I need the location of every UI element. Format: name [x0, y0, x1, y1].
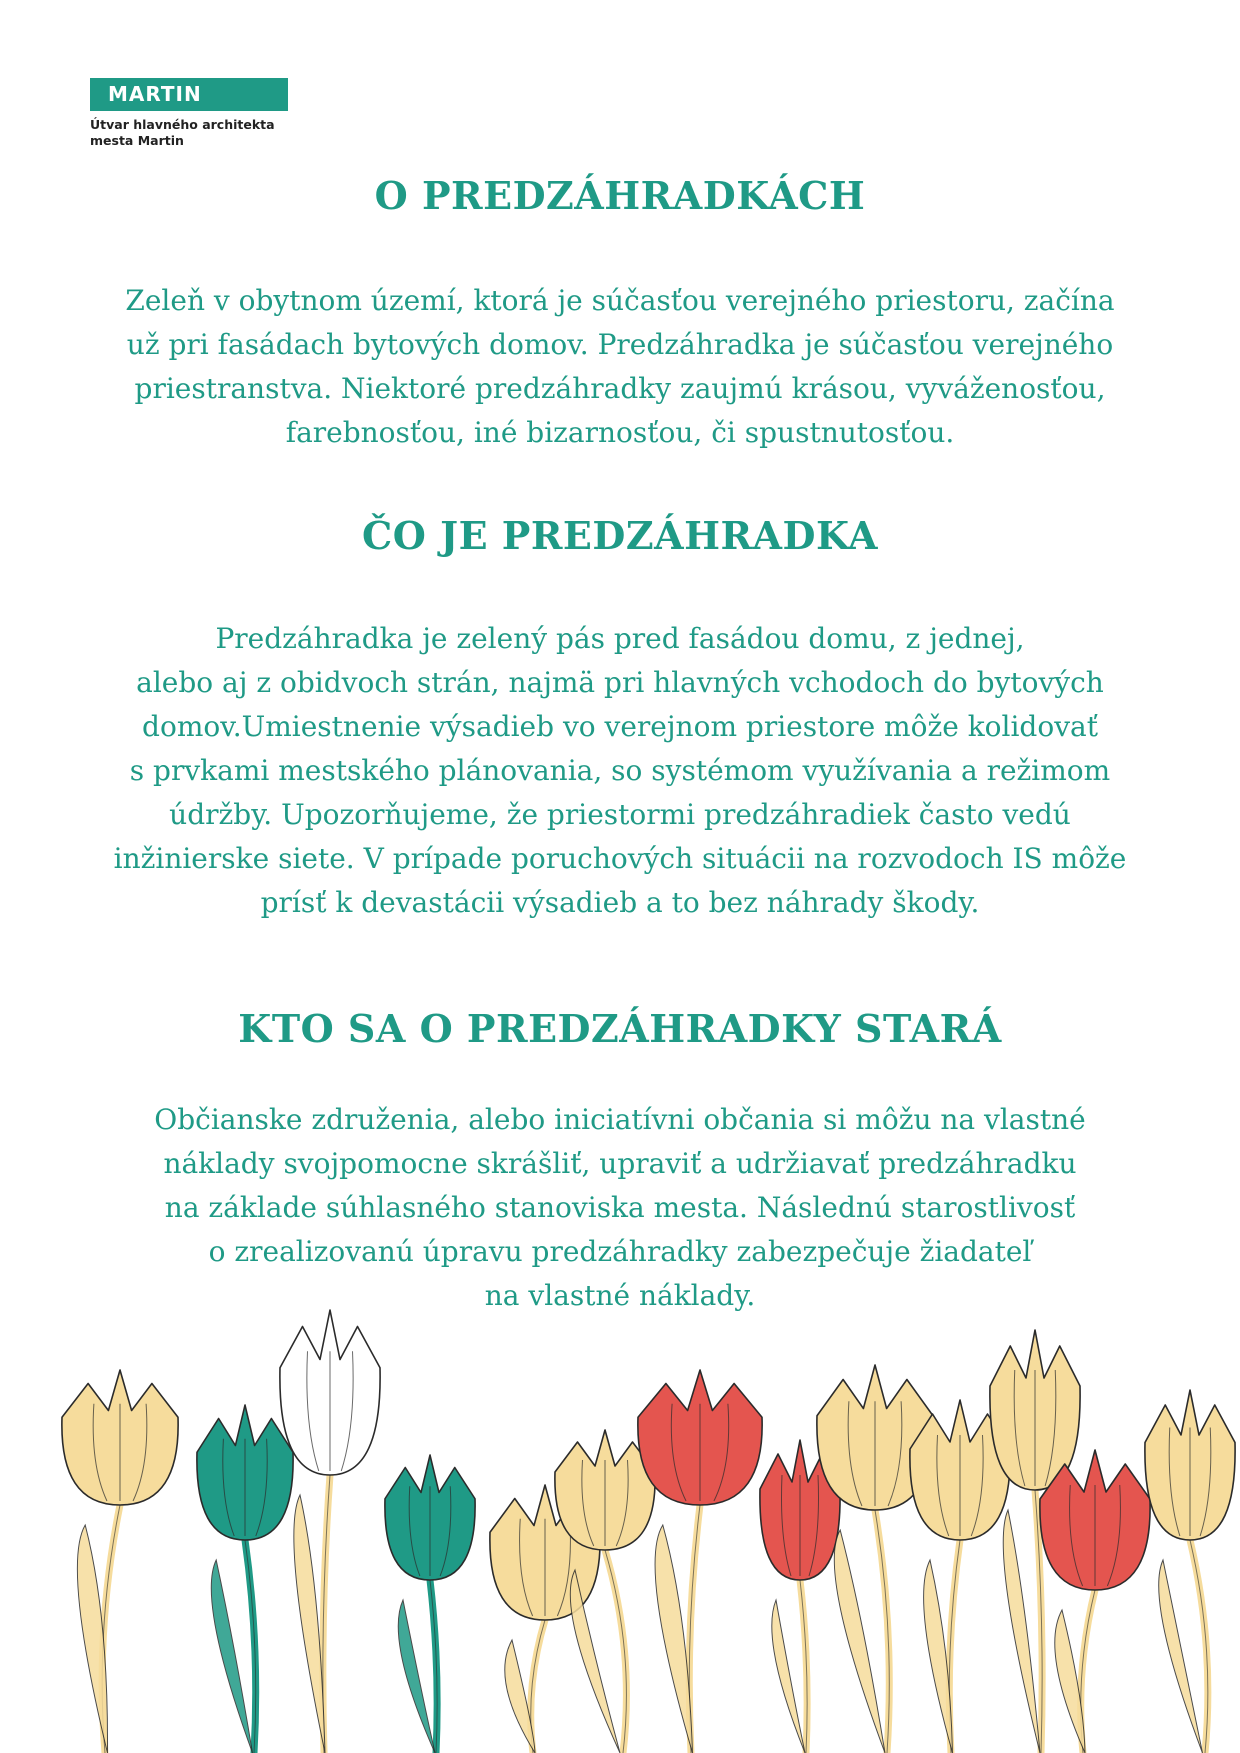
tulip-7 [638, 1370, 762, 1753]
tulip-12 [1040, 1450, 1150, 1753]
tulip-leaf [1159, 1560, 1203, 1753]
tulip-9 [817, 1365, 933, 1753]
text-line: na základe súhlasného stanoviska mesta. Následnú starostlivosť [164, 1191, 1076, 1224]
text-line: údržby. Upozorňujeme, že priestormi predzáhradiek často vedú [169, 798, 1071, 831]
text-line: prísť k devastácii výsadieb a to bez náhrady škody. [260, 886, 980, 919]
section-heading-about: O PREDZÁHRADKÁCH [374, 173, 866, 218]
text-line: na vlastné náklady. [484, 1279, 756, 1312]
logo-subtitle-line: mesta Martin [90, 133, 184, 148]
tulip-1 [62, 1370, 178, 1753]
text-line: už pri fasádach bytových domov. Predzáhradka je súčasťou verejného [126, 328, 1114, 361]
logo-subtitle-line: Útvar hlavného architekta [90, 117, 275, 132]
tulip-4 [385, 1455, 475, 1753]
tulip-leaf [1003, 1510, 1040, 1753]
tulip-3 [280, 1310, 380, 1753]
tulip-leaf [772, 1600, 805, 1753]
text-line: domov.Umiestnenie výsadieb vo verejnom priestore môže kolidovať [142, 710, 1098, 743]
section-heading-what: ČO JE PREDZÁHRADKA [362, 513, 878, 558]
text-line: náklady svojpomocne skrášliť, upraviť a udržiavať predzáhradku [163, 1147, 1077, 1180]
tulip-8 [760, 1440, 840, 1753]
tulip-leaf [77, 1525, 107, 1753]
logo-wordmark: MARTIN [90, 78, 288, 111]
tulip-illustration [0, 1290, 1240, 1753]
tulip-10 [910, 1400, 1010, 1753]
text-line: Predzáhradka je zelený pás pred fasádou domu, z jednej, [215, 622, 1025, 655]
section-text-about [60, 279, 1180, 455]
text-line: Zeleň v obytnom území, ktorá je súčasťou verejného priestoru, začína [125, 284, 1115, 317]
tulip-leaf [570, 1570, 620, 1753]
text-line: farebnosťou, iné bizarnosťou, či spustnutosťou. [285, 416, 955, 449]
text-line: o zrealizovanú úpravu predzáhradky zabezpečuje žiadateľ [208, 1235, 1032, 1268]
tulip-leaf [834, 1530, 885, 1753]
section-heading-who: KTO SA O PREDZÁHRADKY STARÁ [238, 1006, 1002, 1051]
tulip-leaf [211, 1560, 252, 1753]
section-text-who [60, 1098, 1180, 1318]
logo-subtitle [90, 117, 288, 149]
text-line: s prvkami mestského plánovania, so systémom využívania a režimom [129, 754, 1111, 787]
text-line: alebo aj z obidvoch strán, najmä pri hlavných vchodoch do bytových [136, 666, 1104, 699]
tulip-leaf [398, 1600, 435, 1753]
text-line: inžinierske siete. V prípade poruchových situácii na rozvodoch IS môže [113, 842, 1127, 875]
tulip-6 [555, 1430, 655, 1753]
tulip-13 [1145, 1390, 1235, 1753]
section-text-what [60, 617, 1180, 925]
text-line: Občianske združenia, alebo iniciatívni občania si môžu na vlastné [154, 1103, 1086, 1136]
city-logo [90, 78, 288, 149]
tulip-2 [197, 1405, 293, 1753]
text-line: priestranstva. Niektoré predzáhradky zaujmú krásou, vyváženosťou, [134, 372, 1106, 405]
